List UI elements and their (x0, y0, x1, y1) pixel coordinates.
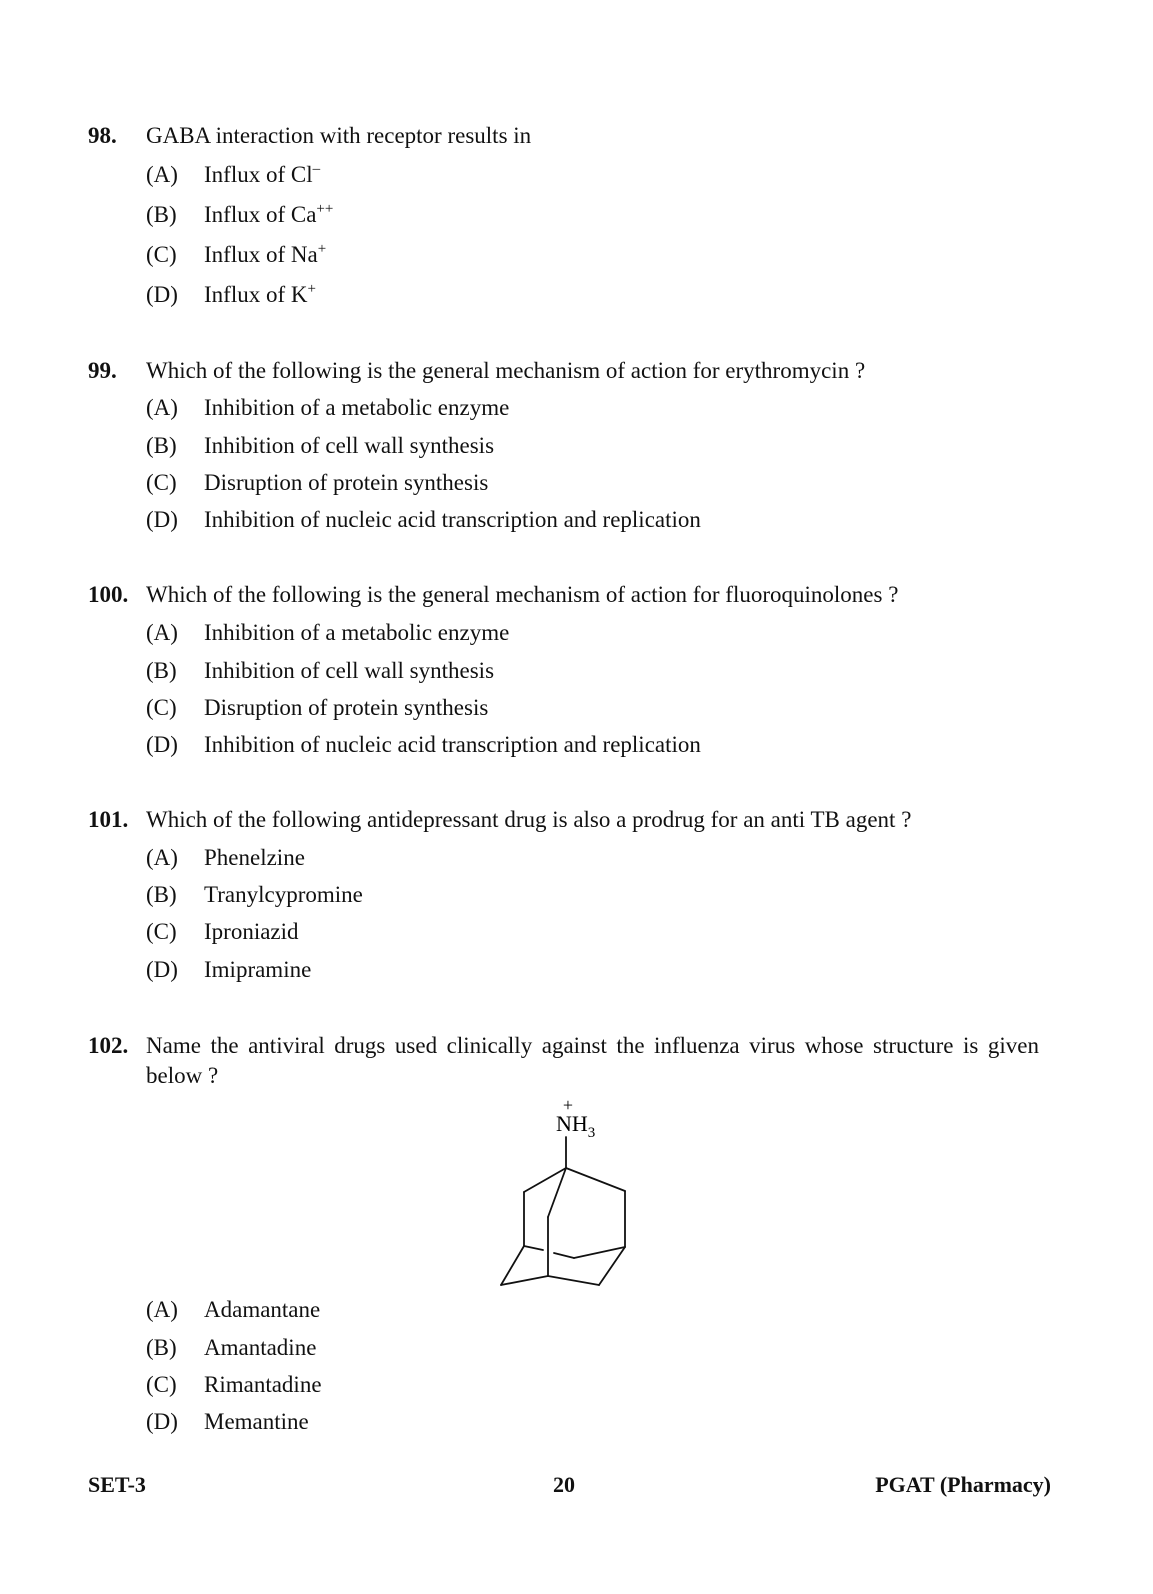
option-label: (D) (146, 1409, 178, 1434)
option-text: Memantine (204, 1409, 309, 1434)
option-label: (A) (146, 845, 178, 870)
bond (524, 1168, 566, 1192)
option-text-main: Influx of K (204, 282, 308, 307)
option-label: (D) (146, 732, 178, 757)
ion-charge: ++ (316, 201, 334, 217)
bond (501, 1246, 524, 1285)
option-text: Inhibition of cell wall synthesis (204, 658, 495, 683)
option-text: Inhibition of nucleic acid transcription and replication (204, 732, 701, 757)
question-number: 98. (88, 123, 117, 148)
ion-charge: – (312, 161, 321, 177)
adamantane-cage (501, 1137, 625, 1285)
question-text: Name the antiviral drugs used clinically against the influenza virus whose structure is given below ? (146, 1033, 1039, 1088)
option-text: Disruption of protein synthesis (204, 470, 489, 495)
option-label: (B) (146, 658, 177, 683)
option-label: (A) (146, 1297, 178, 1322)
option-label: (B) (146, 202, 177, 227)
option-text: Inhibition of a metabolic enzyme (204, 395, 510, 420)
option-label: (A) (146, 162, 178, 187)
option-label: (C) (146, 1372, 177, 1397)
option-text: Inhibition of a metabolic enzyme (204, 620, 510, 645)
option-text: Iproniazid (204, 919, 299, 944)
option-label: (D) (146, 282, 178, 307)
question-number: 100. (88, 582, 129, 607)
ion-charge: + (317, 241, 327, 257)
question-102 (88, 1031, 1068, 1093)
option-text: Disruption of protein synthesis (204, 695, 489, 720)
option-label: (D) (146, 507, 178, 532)
question-number: 102. (88, 1033, 129, 1058)
option-text: Imipramine (204, 957, 312, 982)
option-label: (D) (146, 957, 178, 982)
option-text (204, 160, 320, 190)
question-number: 101. (88, 807, 129, 832)
option-text (204, 240, 326, 270)
bond (501, 1276, 548, 1285)
footer-page-number: 20 (553, 1472, 575, 1497)
option-label: (C) (146, 695, 177, 720)
bond (548, 1168, 566, 1217)
option-text: Tranylcypromine (204, 882, 363, 907)
nh3-label (556, 1111, 595, 1141)
group-label: NH (556, 1111, 588, 1136)
question-text: Which of the following is the general mechanism of action for fluoroquinolones ? (146, 582, 899, 607)
option-label: (C) (146, 919, 177, 944)
question-text: GABA interaction with receptor results in (146, 123, 532, 148)
question-number: 99. (88, 358, 117, 383)
footer-set-label: SET-3 (88, 1472, 146, 1497)
option-text: Adamantane (204, 1297, 321, 1322)
footer-exam-title: PGAT (Pharmacy) (875, 1472, 1051, 1497)
option-text-main: Influx of Ca (204, 202, 317, 227)
option-label: (B) (146, 882, 177, 907)
bond (566, 1168, 625, 1191)
option-label: (B) (146, 1335, 177, 1360)
bond (524, 1246, 543, 1250)
question-text: Which of the following antidepressant drug is also a prodrug for an anti TB agent ? (146, 807, 912, 832)
subscript-label: 3 (587, 1125, 596, 1141)
option-text-main: Influx of Na (204, 242, 318, 267)
bond (554, 1253, 574, 1258)
amantadine-structure-diagram (488, 1093, 668, 1298)
option-text (204, 280, 316, 310)
option-text (204, 200, 333, 230)
question-text: Which of the following is the general mechanism of action for erythromycin ? (146, 358, 866, 383)
option-text: Phenelzine (204, 845, 305, 870)
option-text-main: Influx of Cl (204, 162, 313, 187)
bond (548, 1276, 599, 1285)
option-text: Inhibition of nucleic acid transcription and replication (204, 507, 701, 532)
option-text: Amantadine (204, 1335, 317, 1360)
option-label: (C) (146, 242, 177, 267)
bond (599, 1247, 625, 1285)
option-text: Inhibition of cell wall synthesis (204, 433, 495, 458)
option-label: (A) (146, 395, 178, 420)
charge-label: + (562, 1095, 574, 1115)
option-label: (C) (146, 470, 177, 495)
option-label: (B) (146, 433, 177, 458)
option-text: Rimantadine (204, 1372, 322, 1397)
ion-charge: + (307, 281, 316, 297)
option-label: (A) (146, 620, 178, 645)
bond (574, 1247, 625, 1258)
